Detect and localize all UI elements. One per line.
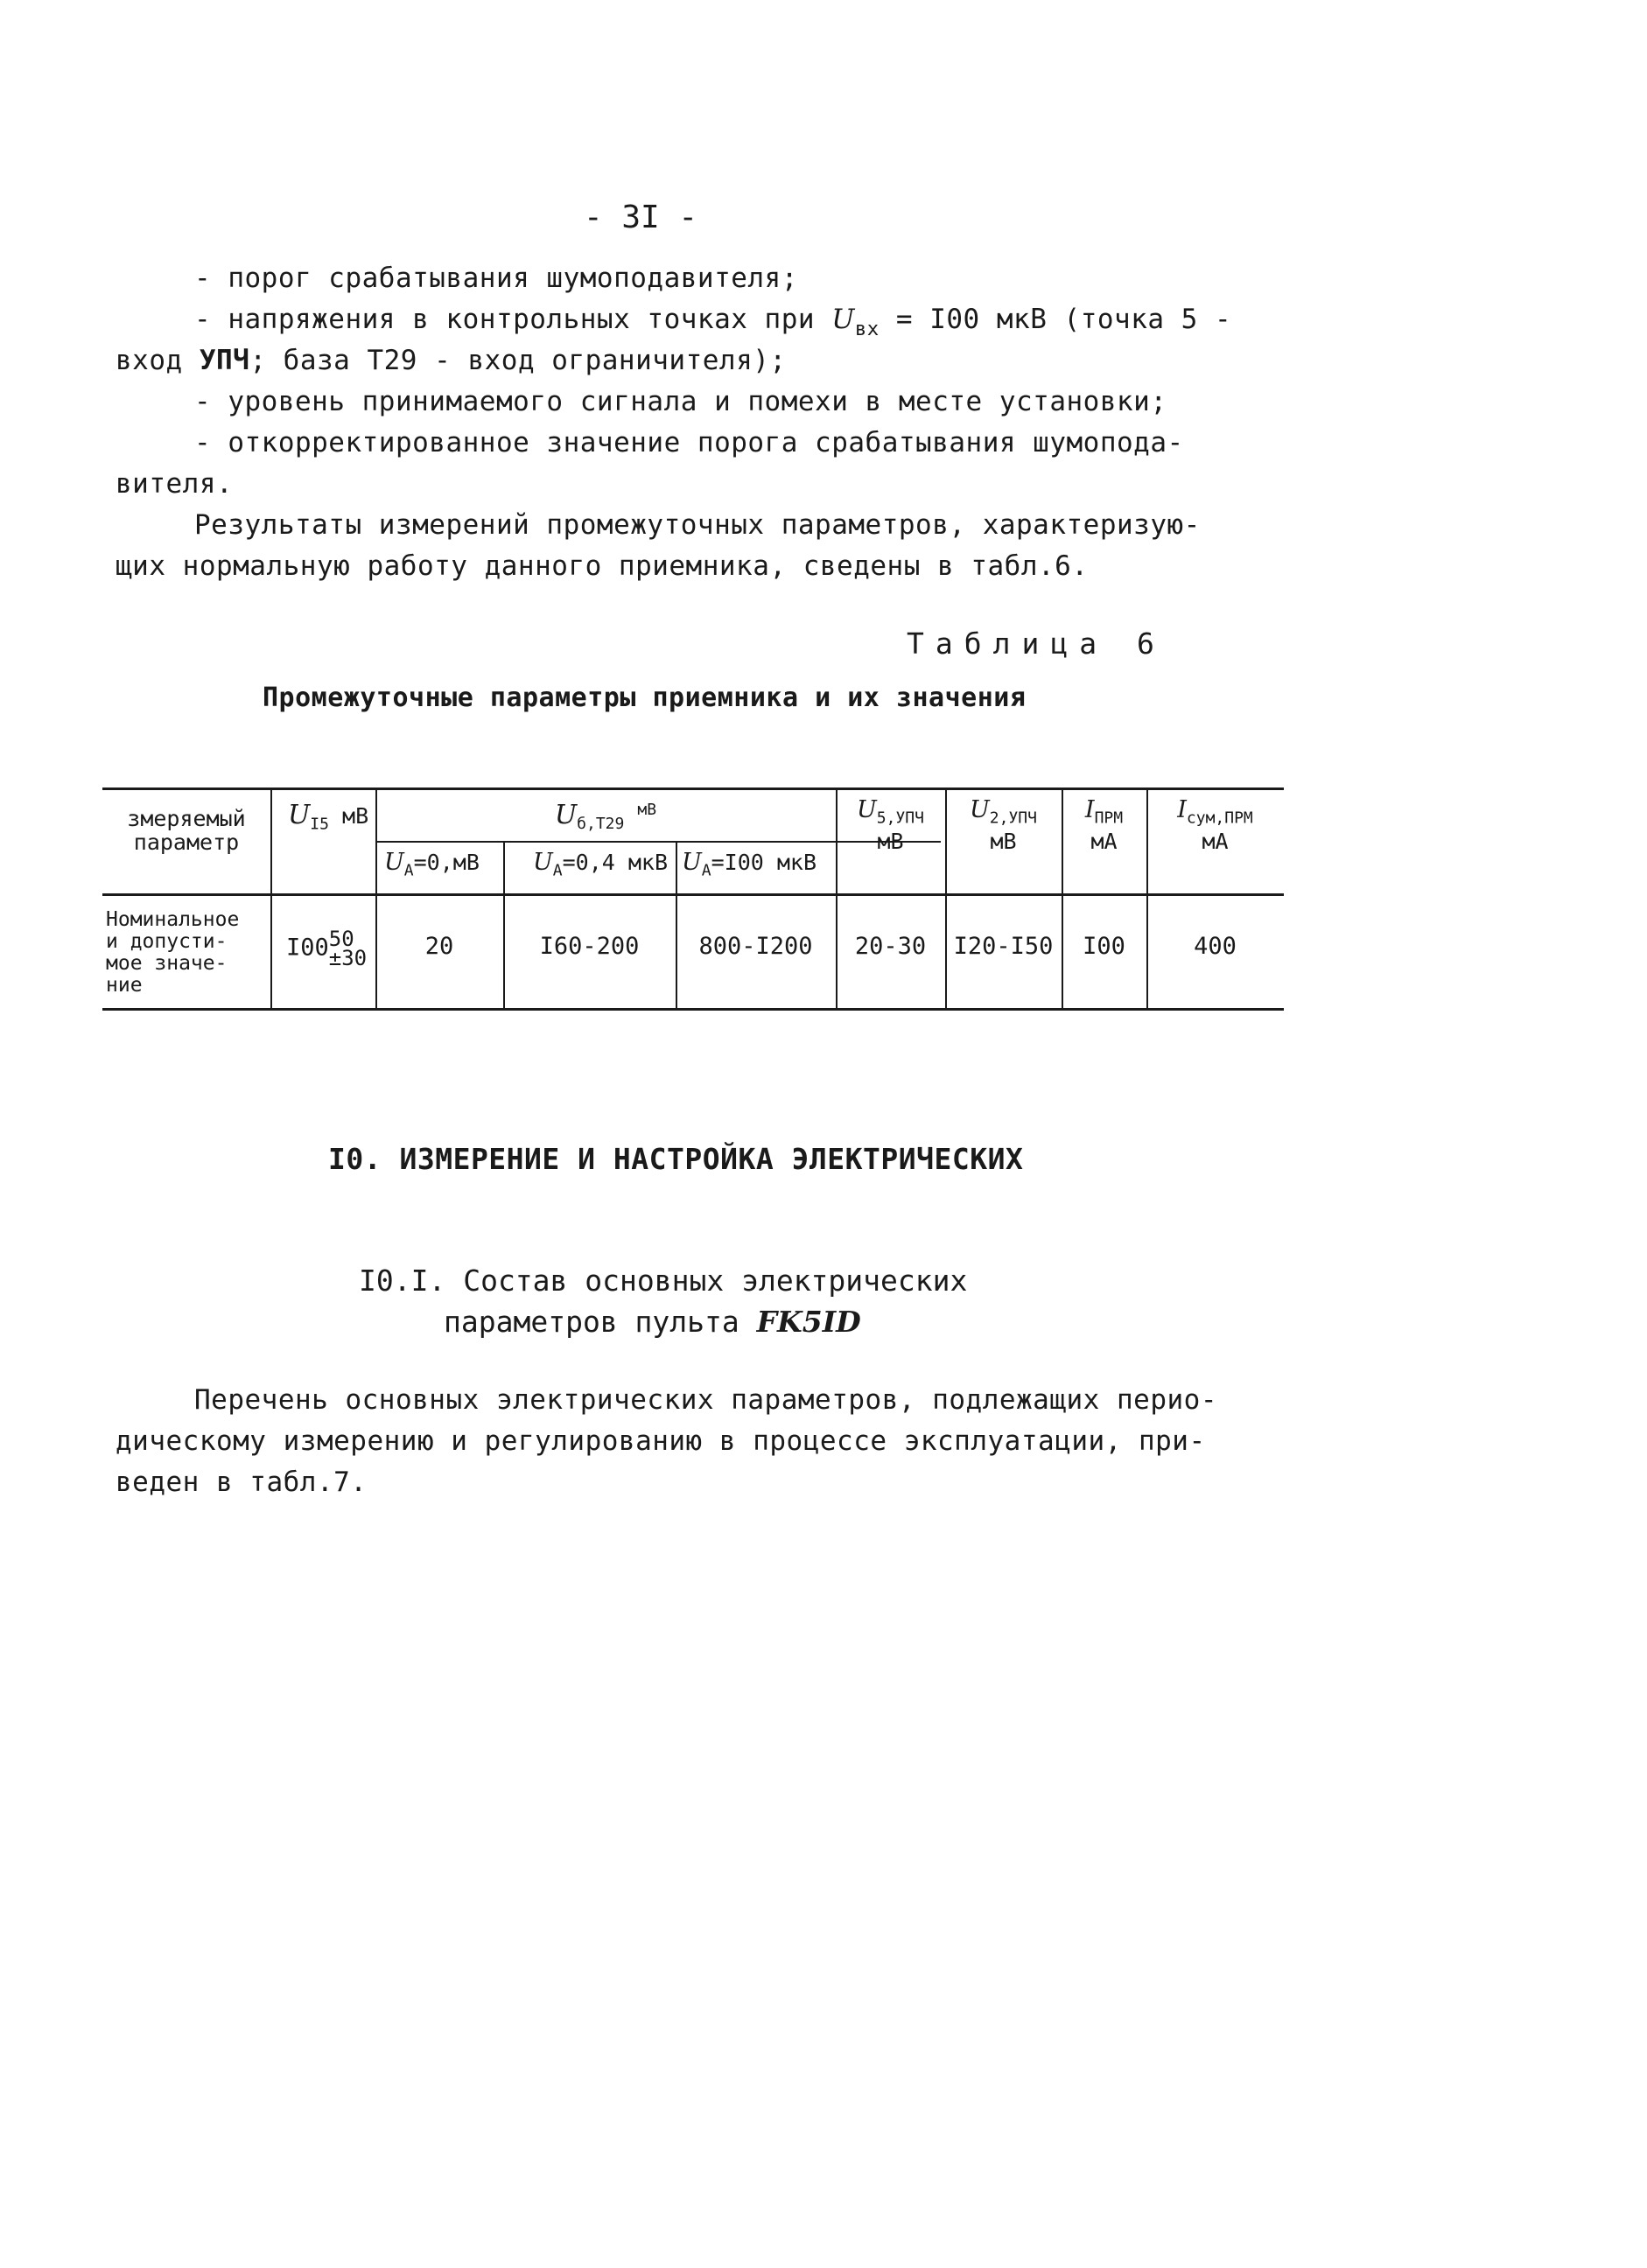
- table-col-divider: [676, 841, 677, 1009]
- header-text: змеряемый: [127, 806, 246, 831]
- current-subscript: ПРМ: [1094, 808, 1124, 828]
- voltage-subscript: A: [552, 861, 563, 880]
- device-model: FK5ID: [756, 1305, 861, 1339]
- current-subscript: сум,ПРМ: [1186, 808, 1253, 828]
- table-rule-top: [102, 788, 1284, 790]
- unit-label: мВ: [637, 801, 657, 819]
- bullet-corrected-threshold: - откорректированное значение порога срабатывания шумоподa-: [194, 427, 1184, 458]
- voltage-symbol: U: [384, 849, 404, 876]
- bullet-signal-level: - уровень принимаемого сигнала и помехи в месте установки;: [194, 386, 1167, 417]
- row-label-text: ние: [106, 974, 143, 997]
- row-label-text: мое значе-: [106, 952, 228, 975]
- voltage-subscript: I5: [310, 815, 329, 834]
- value-u5-upch: 20-30: [854, 933, 927, 960]
- voltage-symbol: U: [288, 800, 311, 830]
- ifa-abbrev: УПЧ: [199, 345, 250, 376]
- subsection-text: параметров пульта: [444, 1305, 757, 1339]
- table-col-divider: [503, 841, 505, 1009]
- page-number: - 3I -: [584, 200, 698, 235]
- row-label-text: и допусти-: [106, 930, 228, 953]
- unit-label: мА: [1090, 829, 1118, 855]
- voltage-symbol: U: [533, 849, 553, 876]
- value-ua-100: 800-I200: [698, 933, 813, 960]
- table-title: Промежуточные параметры приемника и их значения: [263, 682, 1027, 713]
- unit-label: мВ: [342, 803, 369, 829]
- header-u6-t29: [375, 798, 836, 836]
- bullet-noise-threshold: - порог срабатывания шумоподавителя;: [194, 262, 798, 294]
- voltage-subscript: A: [701, 861, 711, 880]
- header-text: параметр: [133, 830, 240, 855]
- header-ua-zero: [384, 850, 480, 882]
- header-u5-upch: [836, 798, 945, 853]
- final-paragraph-line: Перечень основных электрических параметров, подлежащих перио-: [194, 1384, 1217, 1416]
- header-u15: [288, 800, 369, 836]
- voltage-subscript: 2,УПЧ: [989, 808, 1037, 828]
- value-lower-tolerance: ±30: [328, 946, 368, 970]
- bullet-control-voltages: [194, 304, 1231, 340]
- row-label-text: Номинальное: [106, 908, 240, 931]
- value-u2-upch: I20-I50: [953, 933, 1054, 960]
- unit-label: мА: [1202, 829, 1229, 855]
- bullet-text: ; база Т29 - вход ограничителя);: [249, 345, 787, 376]
- header-ua-100: [682, 850, 816, 882]
- voltage-symbol: U: [831, 304, 855, 335]
- header-text: =0,4 мкВ: [562, 850, 669, 875]
- voltage-symbol: U: [554, 799, 578, 830]
- voltage-symbol: U: [682, 849, 702, 876]
- value-base: I00: [286, 934, 329, 962]
- voltage-subscript: б,Т29: [577, 815, 625, 834]
- bullet-text: = I00 мкВ (точка 5 -: [879, 304, 1232, 335]
- unit-label: мВ: [877, 829, 904, 855]
- header-i-prm: [1062, 798, 1146, 853]
- voltage-symbol: U: [970, 796, 990, 823]
- current-symbol: I: [1177, 796, 1187, 823]
- row-label-nominal: [106, 909, 239, 997]
- value-ua-04: I60-200: [539, 933, 640, 960]
- table-rule-header: [102, 893, 1284, 896]
- section-heading: I0. ИЗМЕРЕНИЕ И НАСТРОЙКА ЭЛЕКТРИЧЕСКИХ: [328, 1142, 1024, 1176]
- header-i-sum-prm: [1146, 798, 1284, 853]
- bullet-continuation: вителя.: [116, 468, 234, 500]
- subsection-title-continuation: [444, 1305, 861, 1339]
- results-paragraph-line: Результаты измерений промежуточных параметров, характеризую-: [194, 509, 1201, 541]
- value-i-prm: I00: [1083, 933, 1125, 960]
- value-upper-tolerance: 50: [328, 927, 354, 951]
- header-measured-parameter: [102, 807, 270, 854]
- unit-label: мВ: [990, 829, 1017, 855]
- final-paragraph-line: дическому измерению и регулированию в процессе эксплуатации, при-: [116, 1425, 1206, 1457]
- results-paragraph-line: щих нормальную работу данного приемника, сведены в табл.6.: [116, 550, 1089, 582]
- table-caption-label: Таблица 6: [907, 626, 1166, 661]
- value-u15: [286, 929, 367, 968]
- value-i-sum-prm: 400: [1194, 933, 1237, 960]
- voltage-subscript: A: [403, 861, 414, 880]
- final-paragraph-line: веден в табл.7.: [116, 1466, 368, 1498]
- current-symbol: I: [1084, 796, 1095, 823]
- subsection-title: I0.I. Состав основных электрических: [359, 1264, 968, 1298]
- table-col-divider: [270, 788, 272, 1009]
- header-text: =I00 мкВ: [711, 850, 817, 875]
- value-ua-zero: 20: [424, 933, 454, 960]
- voltage-subscript: вх: [854, 317, 880, 340]
- bullet-text: - напряжения в контрольных точках при: [194, 304, 832, 335]
- table-rule-bottom: [102, 1008, 1284, 1011]
- parameters-table: [102, 788, 1284, 1006]
- header-u2-upch: [945, 798, 1062, 853]
- voltage-subscript: 5,УПЧ: [876, 808, 924, 828]
- voltage-symbol: U: [857, 796, 877, 823]
- bullet-text: вход: [116, 345, 200, 376]
- header-ua-04: [533, 850, 668, 882]
- header-text: =0,мВ: [413, 850, 480, 875]
- bullet-continuation: [116, 345, 787, 376]
